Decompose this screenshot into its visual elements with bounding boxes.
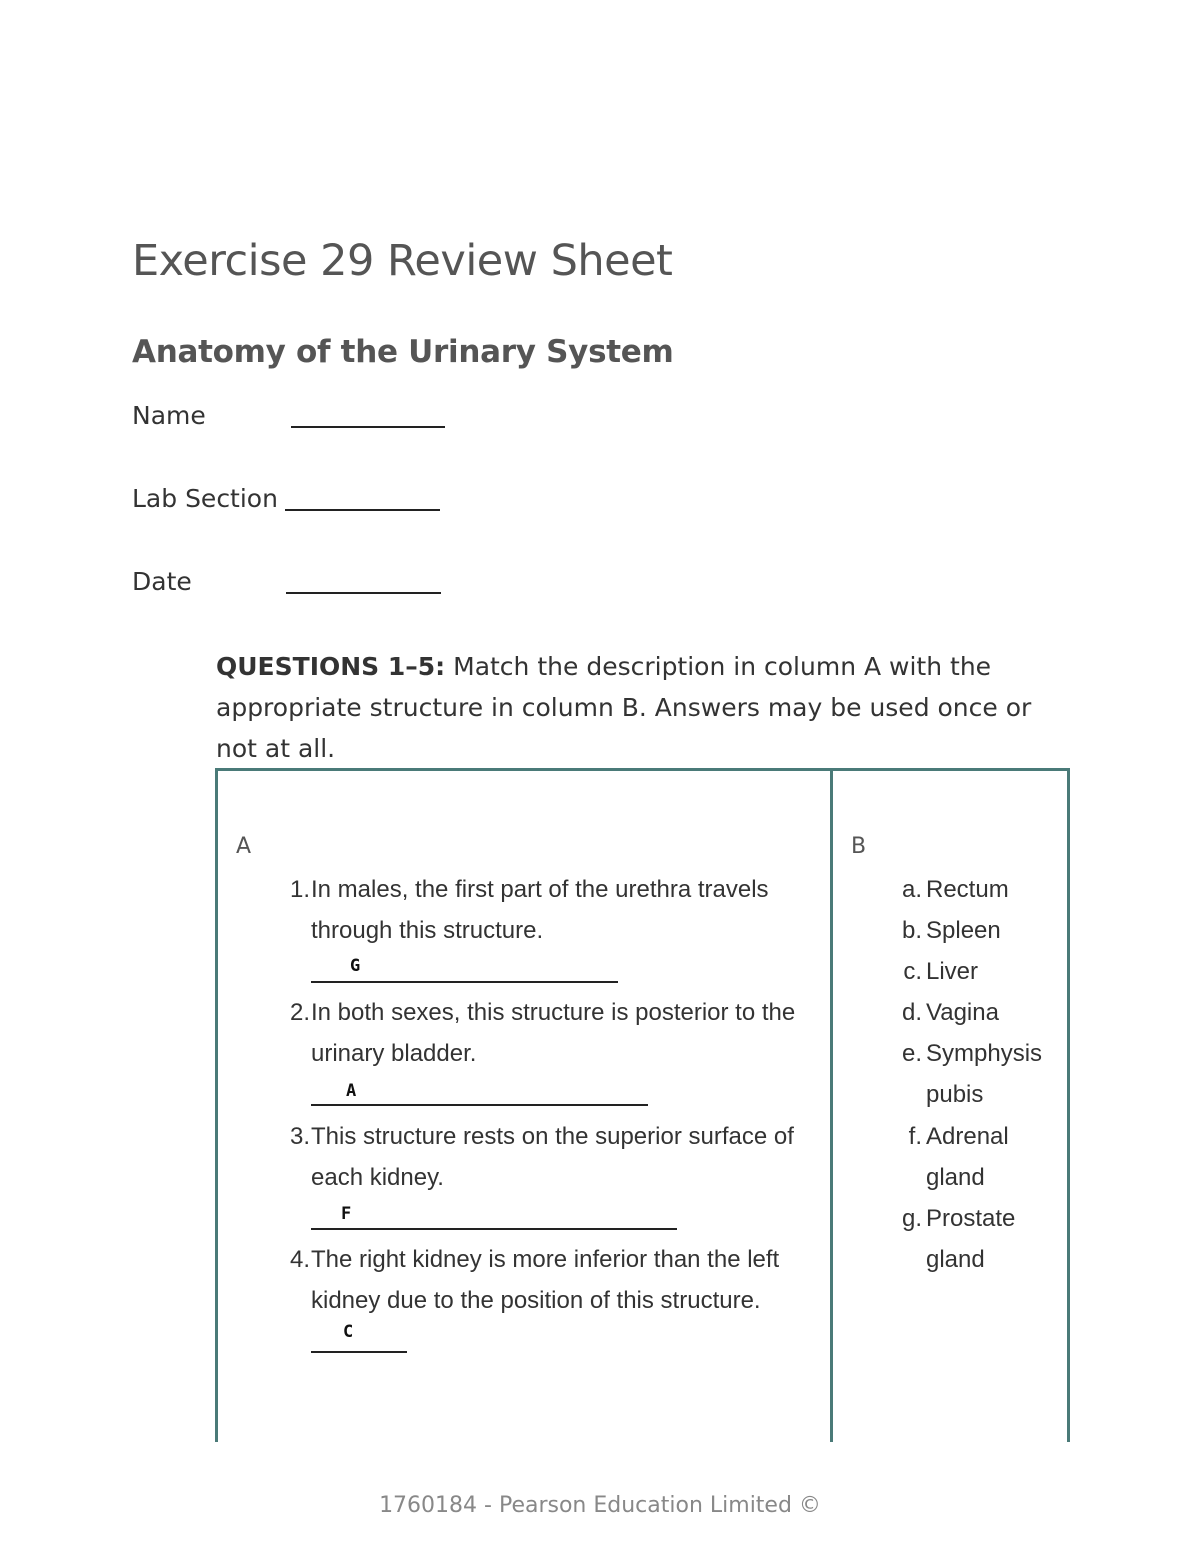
question-number: 2. [289,999,310,1026]
option-text: Adrenal gland [926,1123,1009,1191]
option-text: Prostate gland [926,1205,1016,1273]
option-text: Liver [926,958,979,985]
option-letter: f. [908,1123,922,1150]
answer-1-line [311,981,618,983]
question-text: This structure rests on the superior surface of each kidney. [311,1123,794,1191]
option-letter: d. [901,999,922,1026]
lab-section-label: Lab Section [132,484,278,513]
answer-1-value[interactable]: G [350,956,361,976]
table-top-border [215,768,1070,771]
option-letter: e. [901,1040,922,1067]
date-label: Date [132,567,192,596]
table-right-border [1067,768,1070,1442]
question-text: In males, the first part of the urethra travels through this structure. [311,876,769,944]
date-field-line[interactable] [286,592,441,594]
question-number: 3. [289,1123,310,1150]
option-text: Vagina [926,999,999,1026]
answer-2-line [311,1104,648,1106]
page-title: Exercise 29 Review Sheet [132,236,673,286]
answer-2-value[interactable]: A [346,1081,357,1101]
table-column-divider [830,768,833,1442]
option-text: Symphysis pubis [926,1040,1043,1108]
instructions-text: Match the description in column A with the appropriate structure in column B. Answers may be used once or not at all. [216,652,1032,763]
answer-3-value[interactable]: F [341,1204,352,1224]
column-a-header: A [236,834,252,859]
instructions-lead: QUESTIONS 1–5: [216,652,446,681]
lab-section-field-line[interactable] [285,509,440,511]
option-text: Spleen [926,917,1001,944]
question-text: The right kidney is more inferior than the left kidney due to the position of this structure. [311,1246,780,1314]
name-field-line[interactable] [291,426,445,428]
option-letter: b. [901,917,922,944]
question-number: 4. [289,1246,310,1273]
column-b-header: B [851,834,867,859]
answer-3-line [311,1228,677,1230]
name-label: Name [132,401,206,430]
option-letter: a. [901,876,922,903]
answer-4-value[interactable]: C [343,1322,354,1342]
option-letter: c. [903,958,922,985]
table-left-border [215,768,218,1442]
answer-4-line [311,1351,407,1353]
option-text: Rectum [926,876,1009,903]
instructions [216,646,1076,769]
question-text: In both sexes, this structure is posterior to the urinary bladder. [311,999,796,1067]
option-letter: g. [901,1205,922,1232]
question-number: 1. [289,876,310,903]
page-footer: 1760184 - Pearson Education Limited © [379,1493,821,1518]
page-subtitle: Anatomy of the Urinary System [132,334,674,370]
